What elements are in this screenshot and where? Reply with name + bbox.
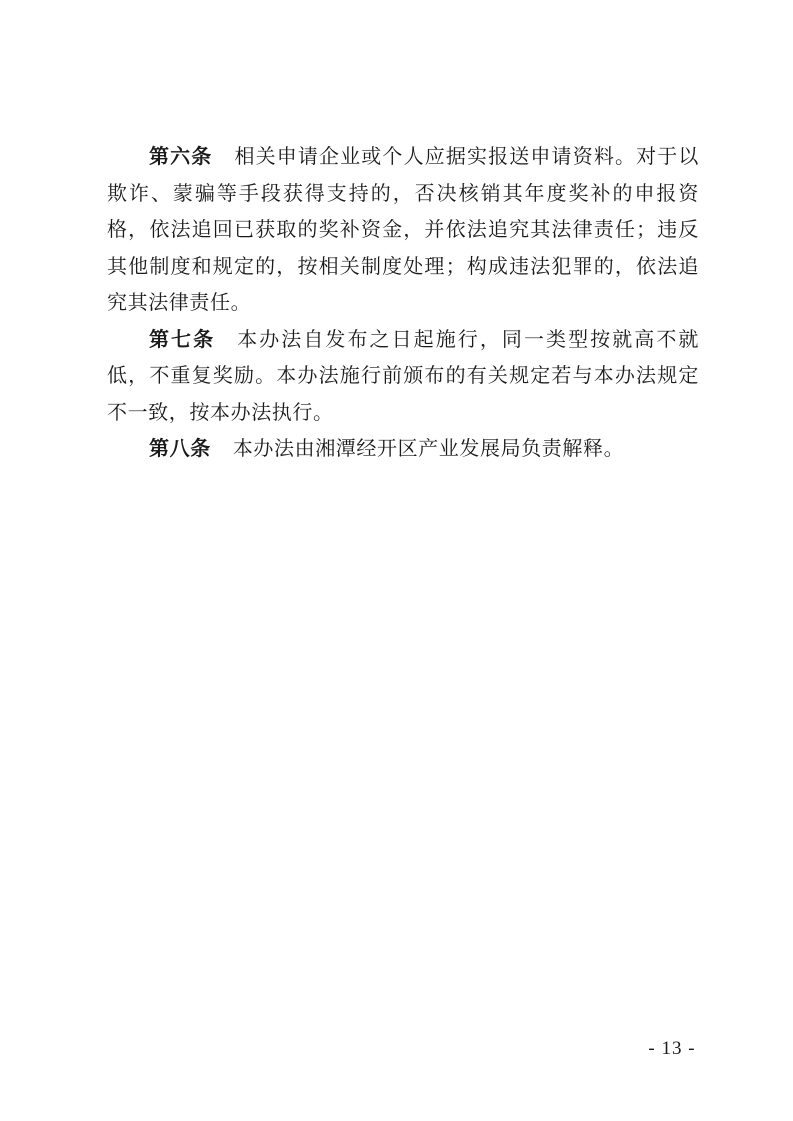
article-text: 本办法自发布之日起施行，同一类型按就高不就低，不重复奖励。本办法施行前颁布的有关规定若与本办法规定不一致，按本办法执行。 bbox=[107, 326, 699, 424]
article-text: 相关申请企业或个人应据实报送申请资料。对于以欺诈、蒙骗等手段获得支持的，否决核销其年度奖补的申报资格，依法追回已获取的奖补资金，并依法追究其法律责任；违反其他制度和规定的，按相关制度处理；构成违法犯罪的，依法追究其法律责任。 bbox=[107, 144, 699, 314]
document-body bbox=[107, 138, 699, 467]
article-8 bbox=[107, 430, 699, 467]
article-number: 第八条 bbox=[149, 436, 211, 460]
page-number: - 13 - bbox=[648, 1038, 696, 1059]
article-text: 本办法由湘潭经开区产业发展局负责解释。 bbox=[232, 436, 625, 460]
article-6 bbox=[107, 138, 699, 321]
article-7 bbox=[107, 321, 699, 431]
article-number: 第七条 bbox=[149, 326, 216, 351]
article-number: 第六条 bbox=[149, 144, 213, 168]
